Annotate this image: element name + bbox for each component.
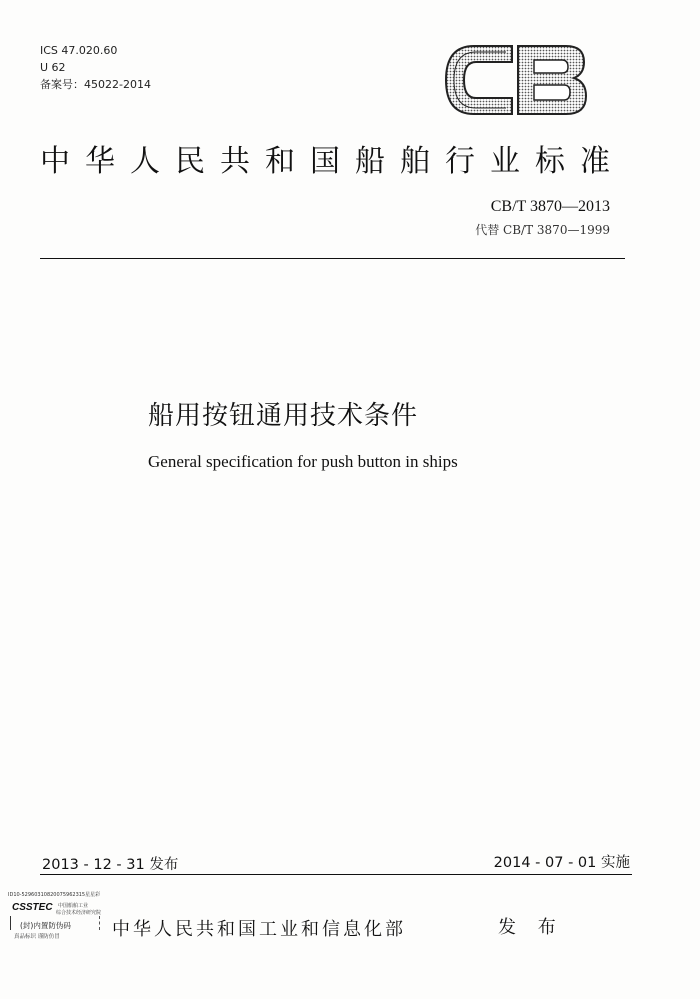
issuing-authority: 中华人民共和国工业和信息化部 [112, 919, 406, 940]
organization-title: 中华人民共和国船舶行业标准 [40, 144, 625, 179]
replaced-standard: 代替 CB/T 3870—1999 [475, 223, 610, 237]
stamp-verify-text: 真品标识 谨防仿冒 [14, 934, 60, 940]
cb-logo-icon [440, 40, 590, 120]
classification-block [40, 42, 151, 93]
record-number: 备案号：45022-2014 [40, 78, 151, 91]
anti-counterfeit-stamp [6, 888, 104, 946]
stamp-brand: CSSTEC [12, 902, 53, 913]
standard-code: CB/T 3870—2013 [490, 198, 610, 215]
stamp-org-line-2: 综合技术经济研究院 [56, 910, 102, 916]
header-divider [40, 258, 625, 259]
stamp-serial: ID10-52960310820075962315星星彩 [8, 892, 101, 898]
issue-date: 2013 - 12 - 31 发布 [42, 857, 179, 873]
issue-verb: 发 布 [498, 917, 564, 938]
stamp-org-line-1: 中国船舶工业 [58, 903, 89, 909]
category-code: U 62 [40, 61, 66, 74]
stamp-label: (封)内置防伪码 [20, 921, 71, 930]
ics-code: ICS 47.020.60 [40, 44, 118, 57]
footer-divider [40, 874, 632, 875]
document-title-english: General specification for push button in ships [148, 452, 458, 471]
implementation-date: 2014 - 07 - 01 实施 [493, 855, 630, 871]
document-title-chinese: 船用按钮通用技术条件 [148, 401, 419, 431]
